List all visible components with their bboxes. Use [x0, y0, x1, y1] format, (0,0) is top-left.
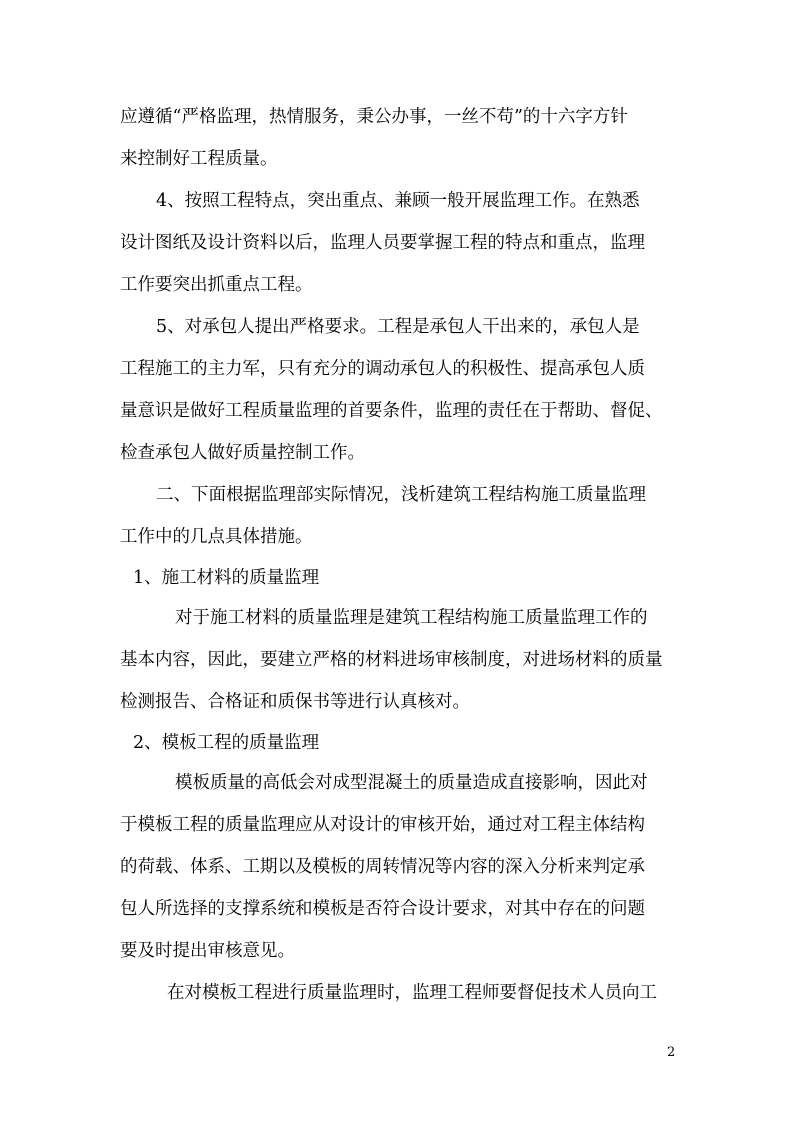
text-line: 工作要突出抓重点工程。	[120, 275, 313, 295]
text-line: 要及时提出审核意见。	[120, 941, 295, 961]
text-line: 基本内容，因此，要建立严格的材料进场审核制度，对进场材料的质量	[120, 650, 663, 670]
text-line: 量意识是做好工程质量监理的首要条件，监理的责任在于帮助、督促、	[120, 401, 663, 421]
text-line: 的荷载、体系、工期以及模板的周转情况等内容的深入分析来判定承	[120, 857, 645, 877]
text-line: 检查承包人做好质量控制工作。	[120, 443, 365, 463]
text-line: 工程施工的主力军，只有充分的调动承包人的积极性、提高承包人质	[120, 359, 645, 379]
text-line: 在对模板工程进行质量监理时，监理工程师要督促技术人员向工	[167, 983, 657, 1003]
text-line: 工作中的几点具体措施。	[120, 527, 313, 547]
text-line: 二、下面根据监理部实际情况，浅析建筑工程结构施工质量监理	[156, 485, 646, 505]
text-line: 4、按照工程特点，突出重点、兼顾一般开展监理工作。在熟悉	[156, 191, 640, 211]
section-heading: 2、模板工程的质量监理	[133, 733, 320, 753]
text-line: 于模板工程的质量监理应从对设计的审核开始，通过对工程主体结构	[120, 815, 645, 835]
text-line: 包人所选择的支撑系统和模板是否符合设计要求，对其中存在的问题	[120, 899, 645, 919]
text-line: 模板质量的高低会对成型混凝土的质量造成直接影响，因此对	[175, 773, 648, 793]
text-line: 来控制好工程质量。	[120, 149, 278, 169]
text-line: 检测报告、合格证和质保书等进行认真核对。	[120, 692, 470, 712]
text-line: 5、对承包人提出严格要求。工程是承包人干出来的，承包人是	[156, 317, 640, 337]
text-line: 应遵循“严格监理，热情服务，秉公办事，一丝不苟”的十六字方针	[120, 107, 628, 127]
text-line: 对于施工材料的质量监理是建筑工程结构施工质量监理工作的	[175, 608, 648, 628]
section-heading: 1、施工材料的质量监理	[133, 568, 320, 588]
text-line: 设计图纸及设计资料以后，监理人员要掌握工程的特点和重点，监理	[120, 233, 645, 253]
page-number: 2	[667, 1045, 676, 1060]
